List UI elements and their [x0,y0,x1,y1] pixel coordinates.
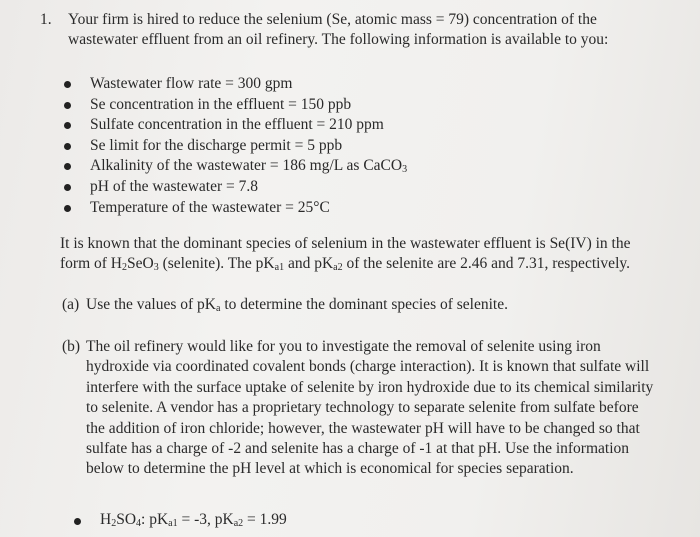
text-run: SeO [127,255,154,272]
part-b-line: hydroxide via coordinated covalent bonds (charge interaction). It is known that sulfate will [86,358,650,376]
text-run: (selenite). The pK [158,255,275,272]
text-run: of the selenite are 2.46 and 7.31, respectively. [342,255,630,272]
subscript: 4 [136,518,142,529]
subscript: a2 [333,262,343,273]
bullet-icon [64,205,71,212]
bullet-icon [64,143,71,150]
question-intro [68,10,680,50]
text-run: H [100,511,112,528]
part-b-line: sulfate has a charge of -2 and selenite has a charge of -1 at that pH. Use the information [86,440,630,458]
question-number: 1. [40,11,52,28]
text-run: and pK [284,255,334,272]
bullet-icon [64,102,71,109]
text-run: SO [116,511,137,528]
list-item [64,198,407,219]
text-run: = 1.99 [243,511,287,528]
subscript: 2 [111,518,117,529]
part-b-line: The oil refinery would like for you to investigate the removal of selenite using iron [86,338,601,355]
list-item [64,156,407,177]
question-intro-line: Your firm is hired to reduce the selenium (Se, atomic mass = 79) concentration of the [68,11,597,28]
text-run: = -3, pK [177,511,234,528]
bullet-icon [64,81,71,88]
subscript: 2 [122,262,127,273]
part-b-text [86,337,684,480]
list-item-text: Se concentration in the effluent = 150 ppb [90,95,352,113]
part-b-line: to selenite. A vendor has a proprietary technology to separate selenite from sulfate before [86,399,639,417]
part-a-text [86,295,508,315]
acid-item-text [100,511,287,529]
text-run: : pK [141,511,169,528]
subscript: a [216,303,221,314]
known-line [60,254,680,274]
part-b-line: interfere with the surface uptake of selenite by iron hydroxide due to its chemical similarity [86,378,654,396]
list-item-text: Temperature of the wastewater = 25°C [90,198,330,216]
list-item-text: Se limit for the discharge permit = 5 ppb [90,136,343,154]
list-item [64,136,407,157]
subscript: a2 [233,518,244,529]
bullet-icon [64,184,71,191]
list-item-text: Sulfate concentration in the effluent = 210 ppm [90,116,384,134]
list-item [64,74,407,95]
part-b-line: below to determine the pH level at which is economical for species separation. [86,460,574,478]
bullet-icon [64,163,71,170]
bullet-icon [64,122,71,129]
text-run: Use the values of pK [86,296,216,313]
list-item-text: Wastewater flow rate = 300 gpm [90,75,293,92]
part-a-label: (a) [62,296,80,313]
part-b-line: the addition of iron chloride; however, the wastewater pH will have to be changed so that [86,419,640,437]
known-paragraph [60,234,680,274]
subscript: a1 [274,262,285,273]
list-item-text: Alkalinity of the wastewater = 186 mg/L as CaCO [90,157,403,175]
question-intro-line: wastewater effluent from an oil refinery. The following information is available to you: [68,31,609,48]
list-item [64,95,407,116]
subscript: 3 [402,164,408,176]
list-item-text: pH of the wastewater = 7.8 [90,177,258,195]
list-item [64,115,407,136]
given-info-list [64,74,407,218]
text-run: to determine the dominant species of selenite. [220,296,508,313]
subscript: 3 [153,262,159,273]
subscript: a1 [168,518,178,529]
part-b-label: (b) [62,338,81,355]
known-line: It is known that the dominant species of selenium in the wastewater effluent is Se(IV) in the [60,235,631,252]
text-run: form of H [60,255,122,272]
bullet-icon [74,518,81,525]
list-item [64,177,407,198]
